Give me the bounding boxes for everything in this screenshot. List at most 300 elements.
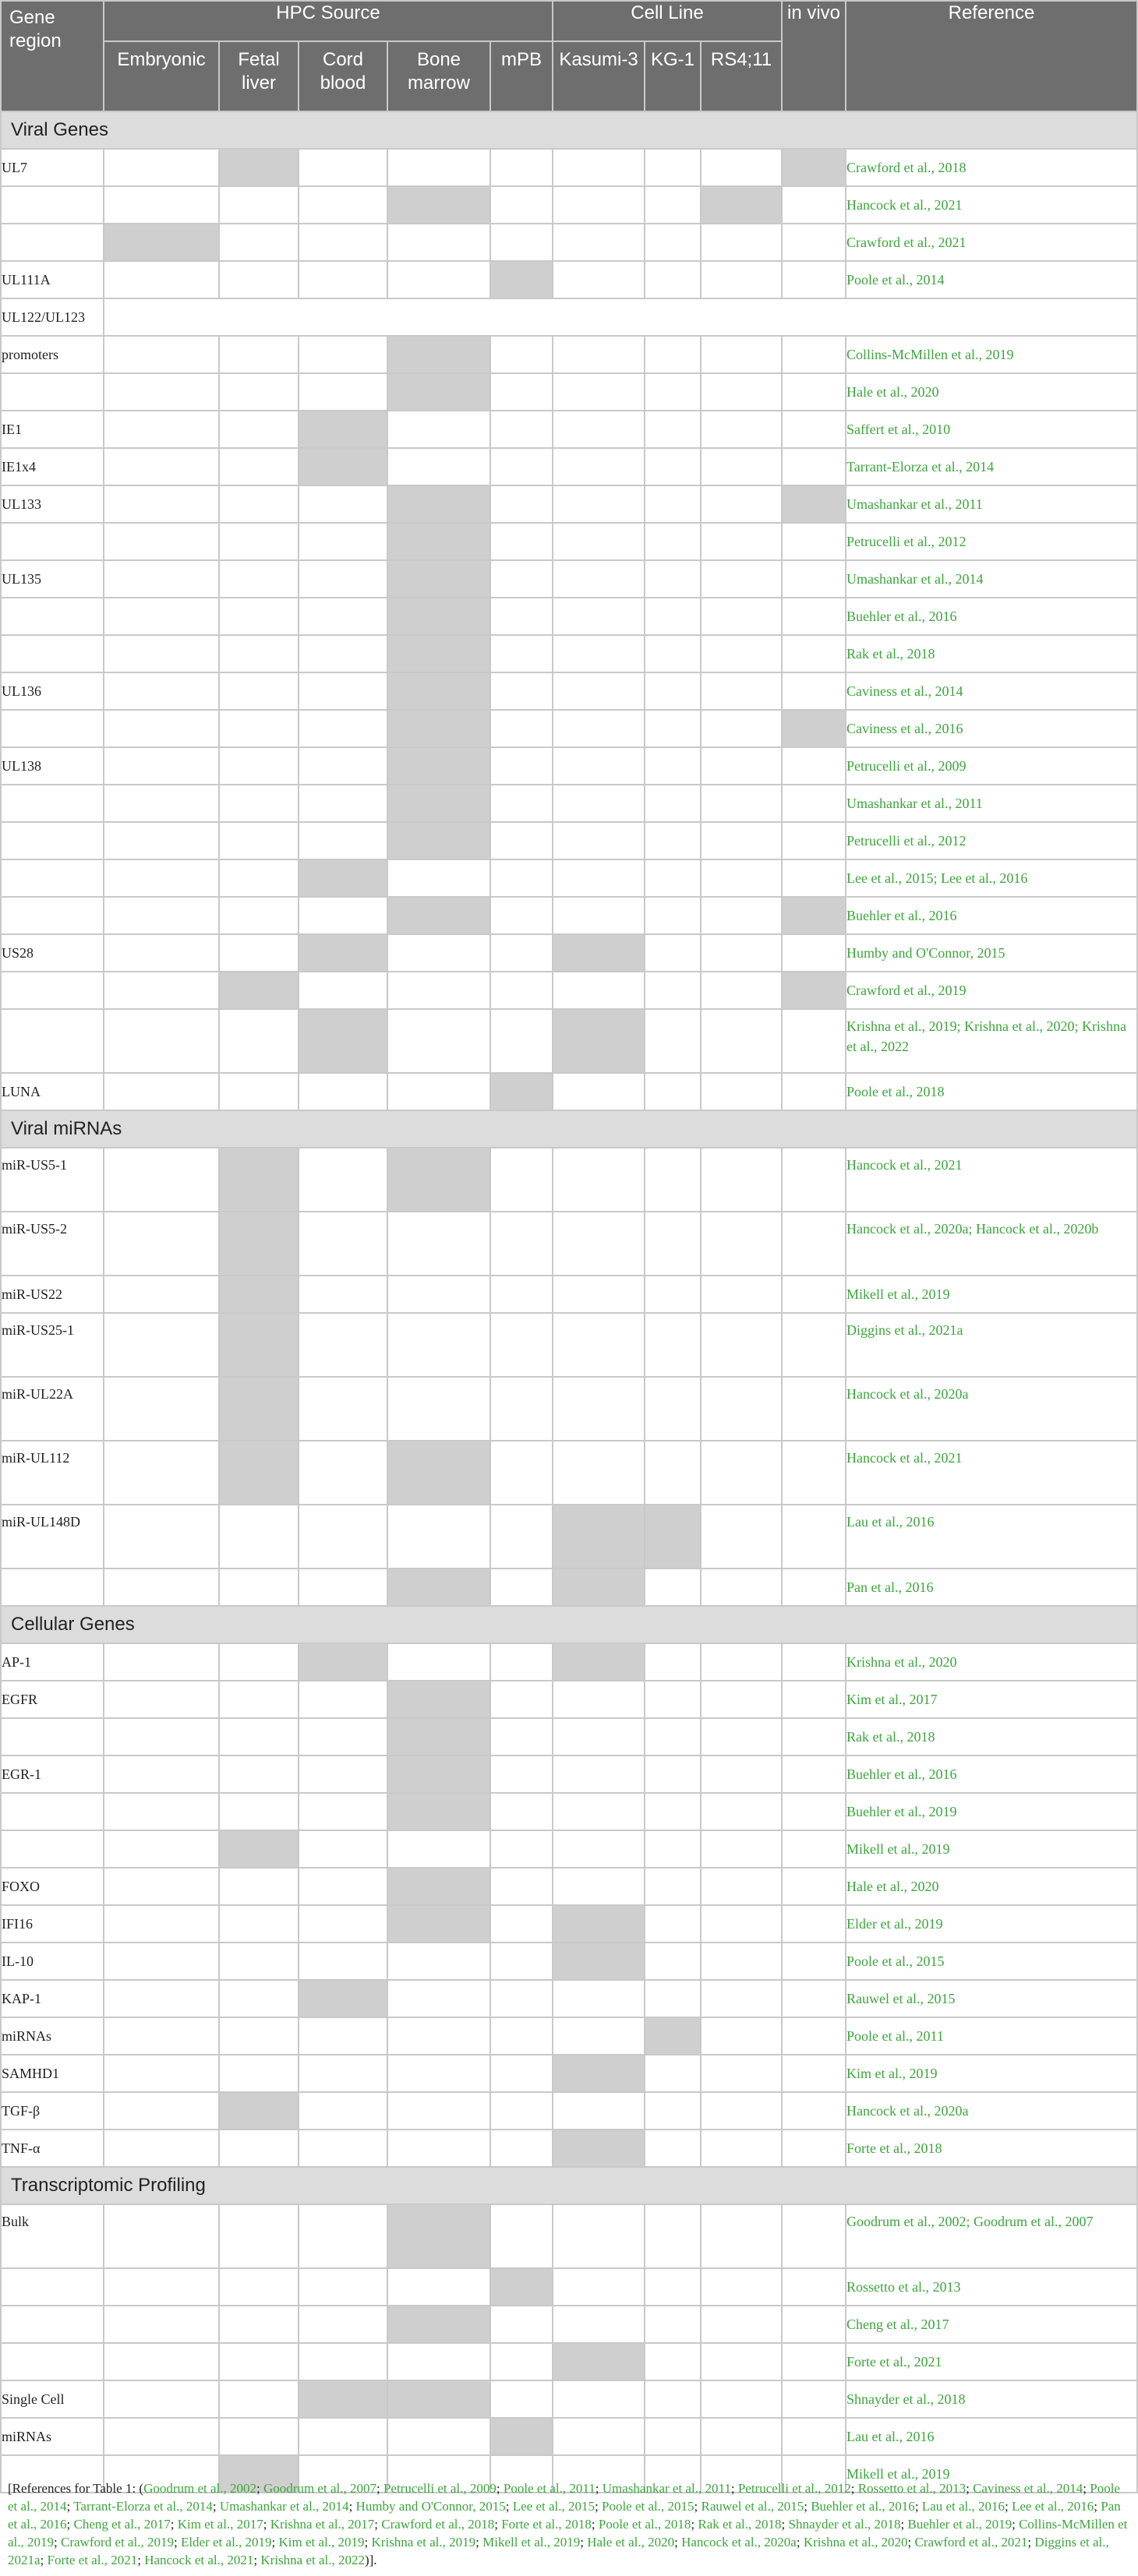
cell-rs4-11 bbox=[701, 1681, 782, 1718]
reference-link[interactable]: Forte et al., 2018 bbox=[846, 2130, 1137, 2167]
reference-link[interactable]: Hancock et al., 2021 bbox=[846, 186, 1137, 224]
cell-rs4-11 bbox=[701, 373, 782, 411]
cell-cord-blood bbox=[299, 972, 387, 1009]
cell-mpb bbox=[490, 336, 553, 373]
cell-cord-blood bbox=[299, 2418, 387, 2455]
gene-region-cell: IE1x4 bbox=[1, 448, 104, 485]
cell-fetal-liver bbox=[219, 523, 299, 560]
footnote-reference-link[interactable]: Humby and O'Connor, 2015 bbox=[355, 2499, 506, 2514]
cell-kasumi-3 bbox=[553, 1793, 645, 1830]
table-row bbox=[1, 2306, 1137, 2343]
cell-rs4-11 bbox=[701, 2017, 782, 2055]
reference-link[interactable]: Petrucelli et al., 2012 bbox=[846, 822, 1137, 859]
cell-fetal-liver bbox=[219, 2343, 299, 2380]
cell-mpb-marked bbox=[490, 2268, 553, 2306]
cell-rs4-11 bbox=[701, 485, 782, 523]
footnote-reference-link[interactable]: Krishna et al., 2020 bbox=[803, 2535, 908, 2550]
cell-embryonic bbox=[104, 1980, 219, 2017]
cell-kg-1 bbox=[645, 1830, 701, 1868]
table-row bbox=[1, 1313, 1137, 1377]
cell-kasumi-3 bbox=[553, 1756, 645, 1793]
cell-embryonic bbox=[104, 336, 219, 373]
cell-bone-marrow-marked bbox=[387, 1148, 490, 1212]
reference-link[interactable]: Mikell et al., 2019 bbox=[846, 2455, 1137, 2493]
reference-link[interactable]: Hale et al., 2020 bbox=[846, 373, 1137, 411]
cell-cord-blood bbox=[299, 2017, 387, 2055]
cell-kasumi-3-marked bbox=[553, 1643, 645, 1681]
cell-embryonic bbox=[104, 560, 219, 598]
cell-kasumi-3 bbox=[553, 373, 645, 411]
reference-link[interactable]: Saffert et al., 2010 bbox=[846, 411, 1137, 448]
cell-rs4-11 bbox=[701, 1793, 782, 1830]
cell-kg-1 bbox=[645, 2343, 701, 2380]
reference-link[interactable]: Petrucelli et al., 2012 bbox=[846, 523, 1137, 560]
cell-fetal-liver bbox=[219, 1980, 299, 2017]
cell-kg-1-marked bbox=[645, 1505, 701, 1569]
cell-in-vivo bbox=[782, 2204, 846, 2268]
footnote-prefix: [References for Table 1: ( bbox=[8, 2481, 144, 2496]
section-row bbox=[1, 1110, 1137, 1148]
cell-in-vivo bbox=[782, 1756, 846, 1793]
section-heading: Cellular Genes bbox=[1, 1606, 1137, 1643]
table-row bbox=[1, 448, 1137, 485]
cell-cord-blood bbox=[299, 1377, 387, 1441]
footnote-reference-link[interactable]: Petrucelli et al., 2009 bbox=[383, 2481, 497, 2496]
gene-region-cell: IE1 bbox=[1, 411, 104, 448]
cell-in-vivo bbox=[782, 598, 846, 635]
cell-rs4-11 bbox=[701, 859, 782, 897]
cell-mpb bbox=[490, 972, 553, 1009]
reference-link[interactable]: Rak et al., 2018 bbox=[846, 1718, 1137, 1756]
reference-link[interactable]: Forte et al., 2021 bbox=[846, 2343, 1137, 2380]
reference-link[interactable]: Caviness et al., 2016 bbox=[846, 710, 1137, 747]
cell-kg-1 bbox=[645, 2092, 701, 2130]
cell-bone-marrow bbox=[387, 149, 490, 186]
reference-link[interactable]: Petrucelli et al., 2009 bbox=[846, 747, 1137, 785]
footnote-reference-link[interactable]: Shnayder et al., 2018 bbox=[788, 2517, 901, 2532]
cell-cord-blood-marked bbox=[299, 1980, 387, 2017]
cell-bone-marrow-marked bbox=[387, 485, 490, 523]
cell-bone-marrow bbox=[387, 1830, 490, 1868]
cell-cord-blood bbox=[299, 1441, 387, 1505]
reference-link[interactable]: Crawford et al., 2019 bbox=[846, 972, 1137, 1009]
cell-kasumi-3 bbox=[553, 785, 645, 822]
cell-embryonic bbox=[104, 1681, 219, 1718]
cell-kg-1 bbox=[645, 149, 701, 186]
cell-bone-marrow bbox=[387, 261, 490, 298]
reference-link[interactable]: Humby and O'Connor, 2015 bbox=[846, 934, 1137, 972]
footnote-reference-link[interactable]: Rossetto et al., 2013 bbox=[857, 2481, 967, 2496]
footnote-reference-link[interactable]: Caviness et al., 2014 bbox=[973, 2481, 1083, 2496]
footnote-reference-link[interactable]: Rak et al., 2018 bbox=[698, 2517, 782, 2532]
cell-embryonic bbox=[104, 1718, 219, 1756]
cell-in-vivo bbox=[782, 934, 846, 972]
cell-in-vivo bbox=[782, 1313, 846, 1377]
gene-region-cell: TNF-α bbox=[1, 2130, 104, 2167]
cell-kg-1 bbox=[645, 1905, 701, 1943]
cell-fetal-liver bbox=[219, 710, 299, 747]
reference-link[interactable]: Hancock et al., 2021 bbox=[846, 1441, 1137, 1505]
cell-rs4-11 bbox=[701, 1276, 782, 1313]
cell-kasumi-3 bbox=[553, 1718, 645, 1756]
footnote-reference-link[interactable]: Collins-McMillen et al., 2019 bbox=[8, 2517, 1128, 2550]
cell-bone-marrow bbox=[387, 1212, 490, 1276]
cell-rs4-11 bbox=[701, 1377, 782, 1441]
footnote-reference-link[interactable]: Crawford et al., 2019 bbox=[61, 2535, 174, 2550]
cell-kasumi-3 bbox=[553, 448, 645, 485]
cell-embryonic bbox=[104, 1943, 219, 1980]
cell-cord-blood bbox=[299, 224, 387, 261]
cell-kasumi-3 bbox=[553, 2204, 645, 2268]
cell-cord-blood bbox=[299, 560, 387, 598]
cell-fetal-liver bbox=[219, 1569, 299, 1606]
footnote-reference-link[interactable]: Hancock et al., 2020a bbox=[681, 2535, 797, 2550]
cell-embryonic bbox=[104, 747, 219, 785]
cell-kg-1-marked bbox=[645, 2017, 701, 2055]
cell-mpb bbox=[490, 1681, 553, 1718]
footnote-reference-link[interactable]: Kim et al., 2019 bbox=[278, 2535, 365, 2550]
cell-rs4-11 bbox=[701, 972, 782, 1009]
reference-link[interactable]: Diggins et al., 2021a bbox=[846, 1313, 1137, 1377]
cell-in-vivo bbox=[782, 1569, 846, 1606]
footnote-reference-link[interactable]: Lee et al., 2016 bbox=[1012, 2499, 1094, 2514]
footnote-reference-link[interactable]: Poole et al., 2014 bbox=[8, 2481, 1120, 2514]
reference-link[interactable]: Mikell et al., 2019 bbox=[846, 1830, 1137, 1868]
cell-fetal-liver bbox=[219, 598, 299, 635]
cell-bone-marrow bbox=[387, 2017, 490, 2055]
cell-in-vivo bbox=[782, 672, 846, 710]
reference-link[interactable]: Lee et al., 2015; Lee et al., 2016 bbox=[846, 859, 1137, 897]
reference-link[interactable]: Mikell et al., 2019 bbox=[846, 1276, 1137, 1313]
cell-cord-blood bbox=[299, 1681, 387, 1718]
cell-mpb bbox=[490, 560, 553, 598]
reference-link[interactable]: Cheng et al., 2017 bbox=[846, 2306, 1137, 2343]
reference-link[interactable]: Buehler et al., 2016 bbox=[846, 1756, 1137, 1793]
gene-region-cell: SAMHD1 bbox=[1, 2055, 104, 2092]
reference-link[interactable]: Elder et al., 2019 bbox=[846, 1905, 1137, 1943]
footnote-reference-link[interactable]: Petrucelli et al., 2012 bbox=[737, 2481, 851, 2496]
table-row bbox=[1, 560, 1137, 598]
reference-link[interactable]: Shnayder et al., 2018 bbox=[846, 2380, 1137, 2418]
table-row bbox=[1, 2092, 1137, 2130]
cell-embryonic bbox=[104, 411, 219, 448]
cell-kg-1 bbox=[645, 224, 701, 261]
cell-cord-blood bbox=[299, 485, 387, 523]
cell-mpb bbox=[490, 1505, 553, 1569]
cell-cord-blood bbox=[299, 822, 387, 859]
gene-region-cell: UL111A bbox=[1, 261, 104, 298]
cell-embryonic bbox=[104, 2092, 219, 2130]
footnote-reference-link[interactable]: Elder et al., 2019 bbox=[180, 2535, 272, 2550]
footnote-reference-link[interactable]: Mikell et al., 2019 bbox=[482, 2535, 581, 2550]
reference-link[interactable]: Poole et al., 2015 bbox=[846, 1943, 1137, 1980]
cell-mpb bbox=[490, 785, 553, 822]
cell-fetal-liver-marked bbox=[219, 149, 299, 186]
gene-region-cell: EGFR bbox=[1, 1681, 104, 1718]
reference-link[interactable]: Hancock et al., 2020a; Hancock et al., 2020b bbox=[846, 1212, 1137, 1276]
cell-kg-1 bbox=[645, 1441, 701, 1505]
cell-fetal-liver bbox=[219, 2204, 299, 2268]
cell-embryonic bbox=[104, 373, 219, 411]
footnote-reference-link[interactable]: Poole et al., 2011 bbox=[503, 2481, 596, 2496]
reference-link[interactable]: Crawford et al., 2021 bbox=[846, 224, 1137, 261]
cell-embryonic bbox=[104, 822, 219, 859]
cell-in-vivo bbox=[782, 2306, 846, 2343]
table-row bbox=[1, 1830, 1137, 1868]
cell-embryonic bbox=[104, 972, 219, 1009]
cell-bone-marrow bbox=[387, 2055, 490, 2092]
cell-fetal-liver bbox=[219, 2130, 299, 2167]
cell-fetal-liver bbox=[219, 261, 299, 298]
reference-link[interactable]: Goodrum et al., 2002; Goodrum et al., 2007 bbox=[846, 2204, 1137, 2268]
cell-bone-marrow bbox=[387, 2268, 490, 2306]
cell-cord-blood bbox=[299, 1505, 387, 1569]
reference-link[interactable]: Crawford et al., 2018 bbox=[846, 149, 1137, 186]
table-row bbox=[1, 1681, 1137, 1718]
footnote-reference-link[interactable]: Tarrant-Elorza et al., 2014 bbox=[73, 2499, 213, 2514]
table-row bbox=[1, 2130, 1137, 2167]
cell-kg-1 bbox=[645, 523, 701, 560]
reference-link[interactable]: Lau et al., 2016 bbox=[846, 1505, 1137, 1569]
cell-bone-marrow bbox=[387, 1943, 490, 1980]
footnote-reference-link[interactable]: Buehler et al., 2016 bbox=[811, 2499, 915, 2514]
reference-link[interactable]: Caviness et al., 2014 bbox=[846, 672, 1137, 710]
cell-cord-blood bbox=[299, 336, 387, 373]
reference-link[interactable]: Poole et al., 2011 bbox=[846, 2017, 1137, 2055]
cell-embryonic bbox=[104, 1756, 219, 1793]
cell-kg-1 bbox=[645, 1868, 701, 1905]
cell-kasumi-3 bbox=[553, 261, 645, 298]
cell-mpb bbox=[490, 598, 553, 635]
cell-mpb bbox=[490, 747, 553, 785]
reference-link[interactable]: Hancock et al., 2020a bbox=[846, 1377, 1137, 1441]
cell-mpb bbox=[490, 635, 553, 672]
cell-embryonic bbox=[104, 2017, 219, 2055]
cell-rs4-11 bbox=[701, 2092, 782, 2130]
table-row bbox=[1, 298, 1137, 336]
cell-kg-1 bbox=[645, 261, 701, 298]
cell-mpb bbox=[490, 1868, 553, 1905]
gene-region-cell: Single Cell bbox=[1, 2380, 104, 2418]
cell-cord-blood bbox=[299, 1276, 387, 1313]
cell-bone-marrow bbox=[387, 1313, 490, 1377]
footnote-reference-link[interactable]: Kim et al., 2017 bbox=[177, 2517, 263, 2532]
cell-cord-blood bbox=[299, 2306, 387, 2343]
cell-kasumi-3 bbox=[553, 2268, 645, 2306]
reference-link[interactable]: Buehler et al., 2016 bbox=[846, 897, 1137, 934]
gene-region-cell: US28 bbox=[1, 934, 104, 972]
footnote-reference-link[interactable]: Goodrum et al., 2002 bbox=[143, 2481, 257, 2496]
footnote-reference-link[interactable]: Buehler et al., 2019 bbox=[907, 2517, 1013, 2532]
cell-embryonic bbox=[104, 1313, 219, 1377]
cell-rs4-11 bbox=[701, 1148, 782, 1212]
reference-link[interactable]: Hancock et al., 2020a bbox=[846, 2092, 1137, 2130]
cell-cord-blood bbox=[299, 1148, 387, 1212]
cell-embryonic bbox=[104, 2343, 219, 2380]
cell-fetal-liver-marked bbox=[219, 1313, 299, 1377]
reference-link[interactable]: Krishna et al., 2020 bbox=[846, 1643, 1137, 1681]
cell-in-vivo bbox=[782, 1868, 846, 1905]
cell-kasumi-3 bbox=[553, 560, 645, 598]
reference-link[interactable]: Rak et al., 2018 bbox=[846, 635, 1137, 672]
cell-kg-1 bbox=[645, 1212, 701, 1276]
reference-link[interactable]: Poole et al., 2014 bbox=[846, 261, 1137, 298]
cell-kasumi-3 bbox=[553, 1073, 645, 1110]
reference-link[interactable]: Buehler et al., 2016 bbox=[846, 598, 1137, 635]
cell-kasumi-3 bbox=[553, 598, 645, 635]
reference-link[interactable]: Tarrant-Elorza et al., 2014 bbox=[846, 448, 1137, 485]
cell-rs4-11 bbox=[701, 1313, 782, 1377]
cell-in-vivo bbox=[782, 186, 846, 224]
cell-kasumi-3 bbox=[553, 2380, 645, 2418]
cell-rs4-11 bbox=[701, 934, 782, 972]
cell-embryonic bbox=[104, 598, 219, 635]
reference-link[interactable]: Umashankar et al., 2014 bbox=[846, 560, 1137, 598]
cell-kg-1 bbox=[645, 897, 701, 934]
reference-link[interactable]: Umashankar et al., 2011 bbox=[846, 485, 1137, 523]
reference-link[interactable]: Lau et al., 2016 bbox=[846, 2418, 1137, 2455]
cell-embryonic-marked bbox=[104, 224, 219, 261]
footnote-reference-link[interactable]: Hale et al., 2020 bbox=[587, 2535, 675, 2550]
cell-in-vivo bbox=[782, 1377, 846, 1441]
footnote-reference-link[interactable]: Krishna et al., 2022 bbox=[260, 2553, 365, 2567]
gene-region-cell bbox=[1, 1830, 104, 1868]
table-row bbox=[1, 785, 1137, 822]
cell-embryonic bbox=[104, 261, 219, 298]
cell-mpb bbox=[490, 1830, 553, 1868]
cell-kasumi-3 bbox=[553, 2306, 645, 2343]
reference-link[interactable]: Kim et al., 2019 bbox=[846, 2055, 1137, 2092]
gene-region-cell: miR-US5-2 bbox=[1, 1212, 104, 1276]
gene-region-cell: IL-10 bbox=[1, 1943, 104, 1980]
cell-kasumi-3 bbox=[553, 859, 645, 897]
footnote-reference-link[interactable]: Crawford et al., 2018 bbox=[381, 2517, 495, 2532]
table-row bbox=[1, 598, 1137, 635]
cell-embryonic bbox=[104, 2306, 219, 2343]
footnote-reference-link[interactable]: Lau et al., 2016 bbox=[921, 2499, 1005, 2514]
cell-bone-marrow-marked bbox=[387, 523, 490, 560]
reference-link[interactable]: Rossetto et al., 2013 bbox=[846, 2268, 1137, 2306]
cell-kg-1 bbox=[645, 1756, 701, 1793]
col-header-kg-1: KG-1 bbox=[645, 41, 701, 111]
cell-bone-marrow bbox=[387, 2418, 490, 2455]
section-row bbox=[1, 1606, 1137, 1643]
reference-link[interactable]: Rauwel et al., 2015 bbox=[846, 1980, 1137, 2017]
cell-rs4-11 bbox=[701, 672, 782, 710]
cell-fetal-liver bbox=[219, 1643, 299, 1681]
reference-link[interactable]: Umashankar et al., 2011 bbox=[846, 785, 1137, 822]
cell-cord-blood bbox=[299, 2092, 387, 2130]
cell-embryonic bbox=[104, 2380, 219, 2418]
footnote-reference-link[interactable]: Krishna et al., 2019 bbox=[371, 2535, 476, 2550]
section-heading: Viral Genes bbox=[1, 111, 1137, 149]
gene-region-cell: UL136 bbox=[1, 672, 104, 710]
reference-link[interactable]: Poole et al., 2018 bbox=[846, 1073, 1137, 1110]
cell-bone-marrow bbox=[387, 448, 490, 485]
cell-rs4-11 bbox=[701, 2380, 782, 2418]
cell-cord-blood-marked bbox=[299, 859, 387, 897]
cell-fetal-liver bbox=[219, 897, 299, 934]
cell-rs4-11 bbox=[701, 1868, 782, 1905]
cell-fetal-liver bbox=[219, 859, 299, 897]
cell-bone-marrow bbox=[387, 1276, 490, 1313]
footnote-reference-link[interactable]: Krishna et al., 2017 bbox=[270, 2517, 375, 2532]
reference-link[interactable]: Collins-McMillen et al., 2019 bbox=[846, 336, 1137, 373]
section-row bbox=[1, 111, 1137, 149]
footnote-reference-link[interactable]: Goodrum et al., 2007 bbox=[263, 2481, 376, 2496]
cell-embryonic bbox=[104, 934, 219, 972]
hpc-source-header: HPC Source bbox=[104, 1, 553, 41]
footnote-reference-link[interactable]: Poole et al., 2018 bbox=[598, 2517, 691, 2532]
cell-rs4-11 bbox=[701, 1943, 782, 1980]
cell-cord-blood bbox=[299, 1718, 387, 1756]
cell-mpb bbox=[490, 934, 553, 972]
footnote-reference-link[interactable]: Hancock et al., 2021 bbox=[144, 2553, 254, 2567]
reference-link[interactable]: Pan et al., 2016 bbox=[846, 1569, 1137, 1606]
cell-kasumi-3 bbox=[553, 485, 645, 523]
cell-fetal-liver bbox=[219, 2306, 299, 2343]
gene-region-cell: TGF-β bbox=[1, 2092, 104, 2130]
cell-kasumi-3 bbox=[553, 972, 645, 1009]
table-row bbox=[1, 710, 1137, 747]
cell-kasumi-3 bbox=[553, 897, 645, 934]
reference-link[interactable]: Krishna et al., 2019; Krishna et al., 2020; Krishna et al., 2022 bbox=[846, 1009, 1137, 1073]
footnote-reference-link[interactable]: Cheng et al., 2017 bbox=[73, 2517, 171, 2532]
cell-kg-1 bbox=[645, 598, 701, 635]
cell-rs4-11 bbox=[701, 2130, 782, 2167]
cell-in-vivo bbox=[782, 1980, 846, 2017]
footnote-reference-link[interactable]: Diggins et al., 2021a bbox=[8, 2535, 1109, 2567]
footnote-reference-link[interactable]: Pan et al., 2016 bbox=[8, 2499, 1121, 2532]
reference-link[interactable]: Kim et al., 2017 bbox=[846, 1681, 1137, 1718]
footnote-reference-link[interactable]: Forte et al., 2021 bbox=[47, 2553, 138, 2567]
cell-in-vivo bbox=[782, 2268, 846, 2306]
reference-link[interactable]: Buehler et al., 2019 bbox=[846, 1793, 1137, 1830]
gene-region-cell bbox=[1, 186, 104, 224]
cell-kg-1 bbox=[645, 2130, 701, 2167]
footnote-reference-link[interactable]: Umashankar et al., 2014 bbox=[219, 2499, 349, 2514]
cell-kg-1 bbox=[645, 411, 701, 448]
table-row bbox=[1, 1441, 1137, 1505]
footnote-reference-link[interactable]: Forte et al., 2018 bbox=[501, 2517, 592, 2532]
cell-kasumi-3 bbox=[553, 1148, 645, 1212]
cell-mpb bbox=[490, 1793, 553, 1830]
footnote-reference-link[interactable]: Poole et al., 2015 bbox=[602, 2499, 694, 2514]
footnote-reference-link[interactable]: Crawford et al., 2021 bbox=[914, 2535, 1028, 2550]
cell-bone-marrow bbox=[387, 2092, 490, 2130]
table-row bbox=[1, 897, 1137, 934]
cell-embryonic bbox=[104, 2418, 219, 2455]
footnote-reference-link[interactable]: Rauwel et al., 2015 bbox=[701, 2499, 804, 2514]
col-header-embryonic: Embryonic bbox=[104, 41, 219, 111]
reference-link[interactable]: Hale et al., 2020 bbox=[846, 1868, 1137, 1905]
cell-fetal-liver bbox=[219, 2418, 299, 2455]
cell-rs4-11 bbox=[701, 2343, 782, 2380]
cell-bone-marrow-marked bbox=[387, 2306, 490, 2343]
footnote-reference-link[interactable]: Umashankar et al., 2011 bbox=[602, 2481, 731, 2496]
reference-link[interactable]: Hancock et al., 2021 bbox=[846, 1148, 1137, 1212]
footnote-reference-link[interactable]: Lee et al., 2015 bbox=[512, 2499, 596, 2514]
cell-cord-blood bbox=[299, 1073, 387, 1110]
cell-rs4-11 bbox=[701, 2055, 782, 2092]
cell-mpb bbox=[490, 373, 553, 411]
cell-bone-marrow-marked bbox=[387, 1441, 490, 1505]
cell-mpb bbox=[490, 2343, 553, 2380]
cell-fetal-liver bbox=[219, 186, 299, 224]
table-row bbox=[1, 261, 1137, 298]
cell-mpb bbox=[490, 186, 553, 224]
cell-kasumi-3 bbox=[553, 710, 645, 747]
